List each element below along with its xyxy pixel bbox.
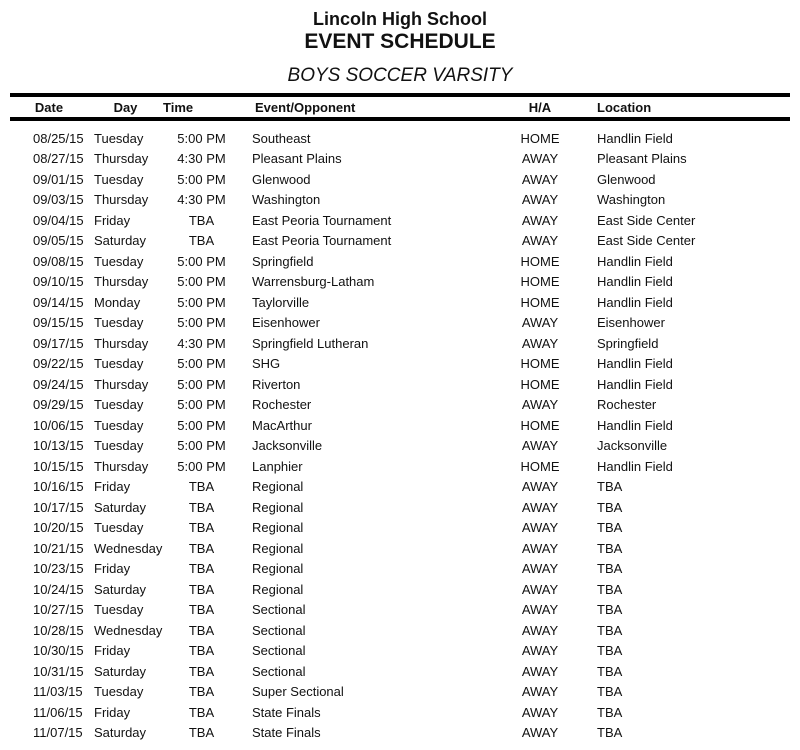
time-cell: TBA <box>188 602 215 618</box>
time-cell: 5:00 PM <box>177 417 226 433</box>
time-cell: TBA <box>188 499 215 515</box>
table-row <box>10 354 790 375</box>
ha-cell: AWAY <box>521 704 559 720</box>
column-header-day: Day <box>88 95 163 119</box>
ha-cell: AWAY <box>521 151 559 167</box>
day-cell: Tuesday <box>94 684 144 700</box>
table-row <box>10 497 790 518</box>
day-cell: Saturday <box>94 233 147 249</box>
time-cell: TBA <box>188 725 215 741</box>
time-cell: 4:30 PM <box>177 151 226 167</box>
team-subtitle: BOYS SOCCER VARSITY <box>287 65 513 86</box>
day-cell: Friday <box>94 479 131 495</box>
day-cell: Tuesday <box>94 417 144 433</box>
event-cell: Warrensburg-Latham <box>252 274 375 290</box>
location-cell: East Side Center <box>597 212 696 228</box>
table-row <box>10 600 790 621</box>
time-cell: TBA <box>188 663 215 679</box>
event-cell: MacArthur <box>252 417 312 433</box>
date-cell: 09/05/15 <box>33 233 84 249</box>
column-header-location: Location <box>570 95 790 119</box>
event-cell: Pleasant Plains <box>252 151 342 167</box>
event-cell: Regional <box>252 581 304 597</box>
event-cell: State Finals <box>252 704 321 720</box>
location-cell: TBA <box>597 520 623 536</box>
ha-cell: HOME <box>520 356 560 372</box>
event-cell: Southeast <box>252 130 311 146</box>
ha-cell: AWAY <box>521 212 559 228</box>
date-cell: 09/08/15 <box>33 253 84 269</box>
table-row <box>10 661 790 682</box>
day-cell: Wednesday <box>94 622 163 638</box>
date-cell: 10/30/15 <box>33 643 84 659</box>
time-cell: 5:00 PM <box>177 171 226 187</box>
event-cell: Sectional <box>252 643 306 659</box>
table-row <box>10 456 790 477</box>
event-cell: Eisenhower <box>252 315 320 331</box>
ha-cell: AWAY <box>521 520 559 536</box>
location-cell: Handlin Field <box>597 294 673 310</box>
location-cell: Rochester <box>597 397 657 413</box>
day-cell: Tuesday <box>94 520 144 536</box>
column-header-event: Event/Opponent <box>240 95 510 119</box>
day-cell: Tuesday <box>94 356 144 372</box>
ha-cell: HOME <box>520 458 560 474</box>
date-cell: 10/16/15 <box>33 479 84 495</box>
location-cell: TBA <box>597 622 623 638</box>
event-cell: Springfield <box>252 253 314 269</box>
table-row <box>10 579 790 600</box>
date-cell: 10/24/15 <box>33 581 84 597</box>
table-row <box>10 272 790 293</box>
location-cell: Washington <box>597 192 666 208</box>
location-cell: TBA <box>597 499 623 515</box>
time-cell: 5:00 PM <box>177 397 226 413</box>
event-cell: Washington <box>252 192 321 208</box>
date-cell: 09/17/15 <box>33 335 84 351</box>
time-cell: TBA <box>188 643 215 659</box>
time-cell: 5:00 PM <box>177 130 226 146</box>
ha-cell: AWAY <box>521 581 559 597</box>
event-cell: Glenwood <box>252 171 311 187</box>
day-cell: Saturday <box>94 725 147 741</box>
location-cell: TBA <box>597 540 623 556</box>
date-cell: 08/27/15 <box>33 151 84 167</box>
location-cell: Springfield <box>597 335 659 351</box>
time-cell: 4:30 PM <box>177 192 226 208</box>
event-cell: Regional <box>252 540 304 556</box>
ha-cell: AWAY <box>521 192 559 208</box>
date-cell: 10/06/15 <box>33 417 84 433</box>
table-row <box>10 518 790 539</box>
event-cell: East Peoria Tournament <box>252 233 392 249</box>
event-cell: Riverton <box>252 376 301 392</box>
date-cell: 10/13/15 <box>33 438 84 454</box>
day-cell: Tuesday <box>94 315 144 331</box>
table-row <box>10 149 790 170</box>
ha-cell: HOME <box>520 274 560 290</box>
location-cell: TBA <box>597 561 623 577</box>
ha-cell: AWAY <box>521 561 559 577</box>
location-cell: Handlin Field <box>597 274 673 290</box>
table-header-row <box>10 95 790 119</box>
event-cell: East Peoria Tournament <box>252 212 392 228</box>
date-cell: 09/01/15 <box>33 171 84 187</box>
event-cell: Springfield Lutheran <box>252 335 369 351</box>
ha-cell: HOME <box>520 376 560 392</box>
time-cell: TBA <box>188 581 215 597</box>
event-cell: Super Sectional <box>252 684 344 700</box>
time-cell: 5:00 PM <box>177 376 226 392</box>
location-cell: TBA <box>597 725 623 741</box>
day-cell: Tuesday <box>94 130 144 146</box>
date-cell: 10/21/15 <box>33 540 84 556</box>
document-header <box>0 0 800 87</box>
ha-cell: AWAY <box>521 315 559 331</box>
table-row <box>10 641 790 662</box>
day-cell: Tuesday <box>94 253 144 269</box>
date-cell: 10/31/15 <box>33 663 84 679</box>
table-row <box>10 333 790 354</box>
time-cell: TBA <box>188 212 215 228</box>
ha-cell: AWAY <box>521 684 559 700</box>
ha-cell: AWAY <box>521 622 559 638</box>
location-cell: TBA <box>597 479 623 495</box>
ha-cell: AWAY <box>521 602 559 618</box>
time-cell: TBA <box>188 704 215 720</box>
date-cell: 11/03/15 <box>33 684 83 700</box>
ha-cell: AWAY <box>521 397 559 413</box>
location-cell: Handlin Field <box>597 253 673 269</box>
day-cell: Thursday <box>94 274 149 290</box>
time-cell: 5:00 PM <box>177 253 226 269</box>
location-cell: Handlin Field <box>597 417 673 433</box>
location-cell: TBA <box>597 581 623 597</box>
date-cell: 10/23/15 <box>33 561 84 577</box>
location-cell: Handlin Field <box>597 356 673 372</box>
location-cell: TBA <box>597 684 623 700</box>
time-cell: TBA <box>188 520 215 536</box>
date-cell: 11/07/15 <box>33 725 83 741</box>
schedule-table-body <box>10 119 790 743</box>
table-row <box>10 374 790 395</box>
table-row <box>10 559 790 580</box>
schedule-table <box>10 93 790 743</box>
table-row <box>10 313 790 334</box>
table-row <box>10 190 790 211</box>
column-header-time: Time <box>163 95 240 119</box>
ha-cell: AWAY <box>521 479 559 495</box>
time-cell: TBA <box>188 561 215 577</box>
date-cell: 10/17/15 <box>33 499 84 515</box>
day-cell: Thursday <box>94 458 149 474</box>
time-cell: 5:00 PM <box>177 356 226 372</box>
event-cell: Regional <box>252 479 304 495</box>
event-cell: Lanphier <box>252 458 303 474</box>
date-cell: 10/28/15 <box>33 622 84 638</box>
table-row <box>10 119 790 149</box>
event-cell: Taylorville <box>252 294 310 310</box>
table-row <box>10 436 790 457</box>
ha-cell: AWAY <box>521 335 559 351</box>
day-cell: Saturday <box>94 581 147 597</box>
table-row <box>10 292 790 313</box>
ha-cell: HOME <box>520 294 560 310</box>
date-cell: 10/20/15 <box>33 520 84 536</box>
day-cell: Tuesday <box>94 397 144 413</box>
time-cell: 5:00 PM <box>177 458 226 474</box>
day-cell: Thursday <box>94 376 149 392</box>
table-row <box>10 723 790 744</box>
event-cell: State Finals <box>252 725 321 741</box>
ha-cell: AWAY <box>521 663 559 679</box>
day-cell: Friday <box>94 643 131 659</box>
day-cell: Tuesday <box>94 602 144 618</box>
ha-cell: HOME <box>520 130 560 146</box>
ha-cell: AWAY <box>521 233 559 249</box>
table-row <box>10 682 790 703</box>
event-cell: SHG <box>252 356 281 372</box>
event-cell: Jacksonville <box>252 438 323 454</box>
ha-cell: AWAY <box>521 643 559 659</box>
event-cell: Regional <box>252 520 304 536</box>
school-name: Lincoln High School <box>313 9 487 29</box>
ha-cell: AWAY <box>521 171 559 187</box>
date-cell: 09/10/15 <box>33 274 84 290</box>
table-row <box>10 210 790 231</box>
ha-cell: AWAY <box>521 499 559 515</box>
date-cell: 09/22/15 <box>33 356 84 372</box>
location-cell: East Side Center <box>597 233 696 249</box>
location-cell: Pleasant Plains <box>597 151 687 167</box>
date-cell: 08/25/15 <box>33 130 84 146</box>
date-cell: 10/27/15 <box>33 602 84 618</box>
table-row <box>10 169 790 190</box>
ha-cell: AWAY <box>521 438 559 454</box>
time-cell: 5:00 PM <box>177 438 226 454</box>
time-cell: TBA <box>188 233 215 249</box>
day-cell: Saturday <box>94 499 147 515</box>
location-cell: Glenwood <box>597 171 656 187</box>
table-row <box>10 415 790 436</box>
day-cell: Thursday <box>94 151 149 167</box>
location-cell: Handlin Field <box>597 376 673 392</box>
day-cell: Wednesday <box>94 540 163 556</box>
day-cell: Friday <box>94 212 131 228</box>
day-cell: Tuesday <box>94 438 144 454</box>
date-cell: 09/29/15 <box>33 397 84 413</box>
table-row <box>10 231 790 252</box>
time-cell: TBA <box>188 479 215 495</box>
event-cell: Regional <box>252 561 304 577</box>
time-cell: 5:00 PM <box>177 274 226 290</box>
event-cell: Sectional <box>252 663 306 679</box>
column-header-ha: H/A <box>510 95 570 119</box>
column-header-date: Date <box>10 95 88 119</box>
date-cell: 09/24/15 <box>33 376 84 392</box>
time-cell: TBA <box>188 684 215 700</box>
time-cell: 5:00 PM <box>177 315 226 331</box>
ha-cell: HOME <box>520 417 560 433</box>
date-cell: 11/06/15 <box>33 704 83 720</box>
time-cell: TBA <box>188 622 215 638</box>
ha-cell: AWAY <box>521 540 559 556</box>
location-cell: Jacksonville <box>597 438 668 454</box>
day-cell: Tuesday <box>94 171 144 187</box>
day-cell: Monday <box>94 294 141 310</box>
event-cell: Regional <box>252 499 304 515</box>
location-cell: TBA <box>597 663 623 679</box>
location-cell: Eisenhower <box>597 315 665 331</box>
day-cell: Friday <box>94 561 131 577</box>
day-cell: Saturday <box>94 663 147 679</box>
location-cell: TBA <box>597 643 623 659</box>
table-row <box>10 538 790 559</box>
time-cell: TBA <box>188 540 215 556</box>
table-row <box>10 251 790 272</box>
location-cell: Handlin Field <box>597 458 673 474</box>
date-cell: 10/15/15 <box>33 458 84 474</box>
table-row <box>10 477 790 498</box>
day-cell: Friday <box>94 704 131 720</box>
location-cell: Handlin Field <box>597 130 673 146</box>
ha-cell: AWAY <box>521 725 559 741</box>
date-cell: 09/14/15 <box>33 294 84 310</box>
event-cell: Rochester <box>252 397 312 413</box>
document-title: EVENT SCHEDULE <box>304 30 496 53</box>
time-cell: 5:00 PM <box>177 294 226 310</box>
date-cell: 09/04/15 <box>33 212 84 228</box>
table-row <box>10 395 790 416</box>
day-cell: Thursday <box>94 335 149 351</box>
table-row <box>10 620 790 641</box>
location-cell: TBA <box>597 602 623 618</box>
time-cell: 4:30 PM <box>177 335 226 351</box>
ha-cell: HOME <box>520 253 560 269</box>
date-cell: 09/15/15 <box>33 315 84 331</box>
location-cell: TBA <box>597 704 623 720</box>
table-row <box>10 702 790 723</box>
event-cell: Sectional <box>252 602 306 618</box>
day-cell: Thursday <box>94 192 149 208</box>
date-cell: 09/03/15 <box>33 192 84 208</box>
event-cell: Sectional <box>252 622 306 638</box>
